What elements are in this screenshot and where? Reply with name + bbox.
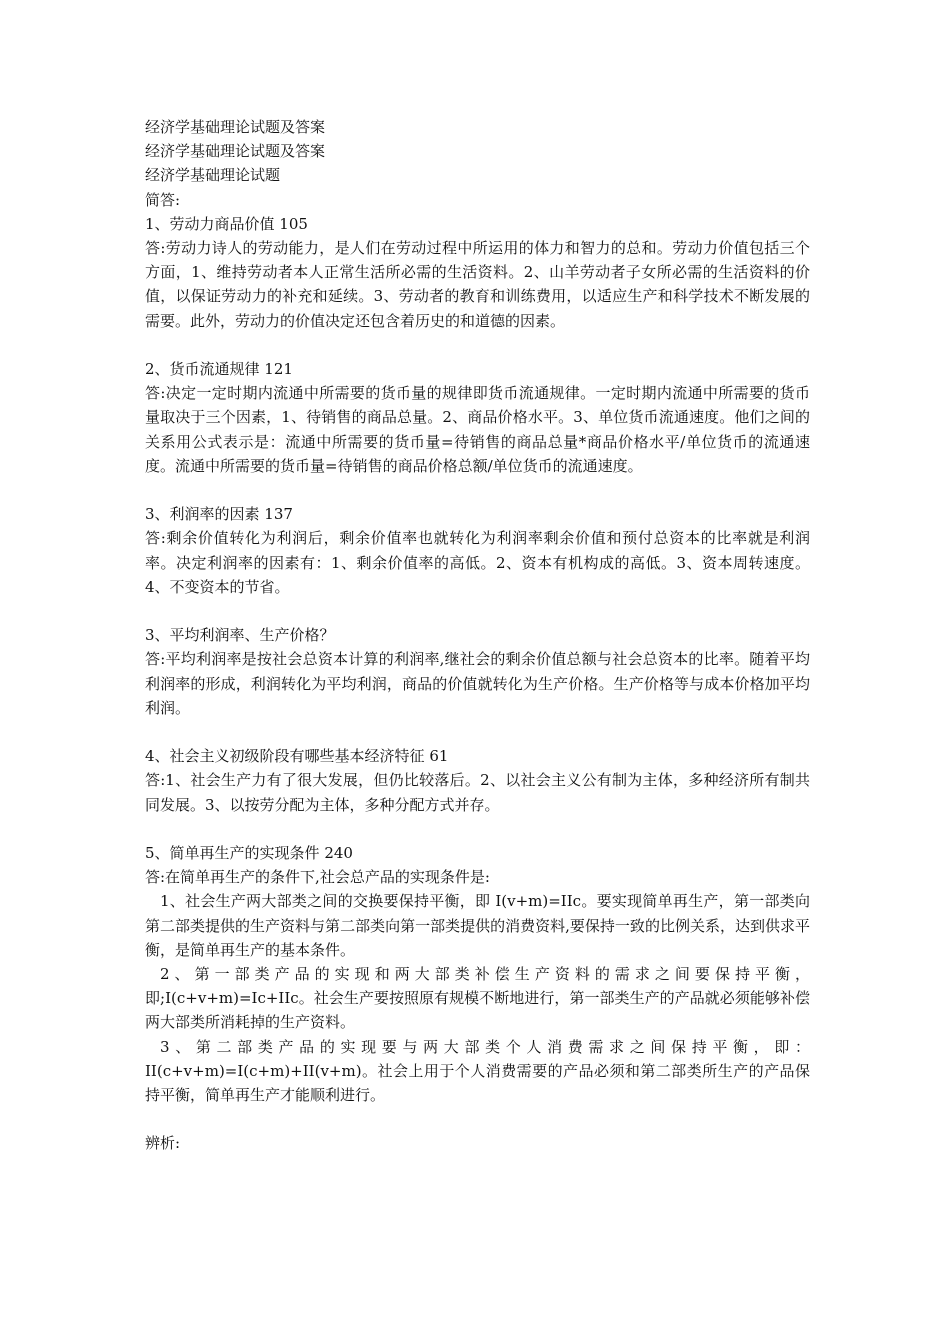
question-heading: 4、社会主义初级阶段有哪些基本经济特征 61: [145, 747, 449, 766]
answer-paragraph: 答:决定一定时期内流通中所需要的货币量的规律即货币流通规律。一定时期内流通中所需要的货币量取决于三个因素，1、待销售的商品总量。2、商品价格水平。3、单位货币流通速度。他们之间的关系用公式表示是：流通中所需要的货币量=待销售的商品总量*商品价格水平/单位货币的流通速度。流通中所需要的货币量=待销售的商品价格总额/单位货币的流通速度。: [145, 384, 810, 475]
doc-title: 经济学基础理论试题及答案: [145, 118, 326, 136]
answer-intro: 答:在简单再生产的条件下,社会总产品的实现条件是:: [145, 868, 490, 887]
answer-paragraph: 答:劳动力诗人的劳动能力，是人们在劳动过程中所运用的体力和智力的总和。劳动力价值包括三个方面，1、维持劳动者本人正常生活所必需的生活资料。2、山羊劳动者子女所必需的生活资料的价值，以保证劳动力的补充和延续。3、劳动者的教育和训练费用，以适应生产和科学技术不断发展的需要。此外，劳动力的价值决定还包含着历史的和道德的因素。: [145, 239, 810, 330]
answer-point: 2、第一部类产品的实现和两大部类补偿生产资料的需求之间要保持平衡，即;I(c+v+m)=Ic+IIc。社会生产要按照原有规模不断地进行，第一部类生产的产品就必须能够补偿两大部类所消耗掉的生产资料。: [145, 965, 810, 1032]
spacer: [145, 478, 810, 502]
section-label-analysis: 辨析:: [145, 1134, 181, 1153]
document-page: [145, 115, 810, 1156]
question-heading: 3、利润率的因素 137: [145, 505, 293, 524]
spacer: [145, 817, 810, 841]
answer-paragraph: 答:1、社会生产力有了很大发展，但仍比较落后。2、以社会主义公有制为主体，多种经济所有制共同发展。3、以按劳分配为主体，多种分配方式并存。: [145, 771, 810, 814]
spacer: [145, 1107, 810, 1131]
answer-paragraph: 答:平均利润率是按社会总资本计算的利润率,继社会的剩余价值总额与社会总资本的比率。随着平均利润率的形成，利润转化为平均利润，商品的价值就转化为生产价格。生产价格等与成本价格加平均利润。: [145, 650, 810, 717]
spacer: [145, 599, 810, 623]
question-heading: 2、货币流通规律 121: [145, 360, 293, 379]
answer-point: 3、第二部类产品的实现要与两大部类个人消费需求之间保持平衡，即：II(c+v+m)=I(c+m)+II(v+m)。社会上用于个人消费需要的产品必须和第二部类所生产的产品保持平衡，简单再生产才能顺利进行。: [145, 1037, 810, 1105]
answer-point: 1、社会生产两大部类之间的交换要保持平衡，即 I(v+m)=IIc。要实现简单再生产，第一部类向第二部类提供的生产资料与第二部类向第一部类提供的消费资料,要保持一致的比例关系，达到供求平衡，是简单再生产的基本条件。: [145, 892, 810, 959]
section-label-short-answer: 简答:: [145, 190, 181, 209]
doc-subtitle: 经济学基础理论试题: [145, 166, 281, 185]
spacer: [145, 720, 810, 744]
question-heading: 3、平均利润率、生产价格？: [145, 626, 335, 645]
answer-paragraph: 答:剩余价值转化为利润后，剩余价值率也就转化为利润率剩余价值和预付总资本的比率就是利润率。决定利润率的因素有：1、剩余价值率的高低。2、资本有机构成的高低。3、资本周转速度。4、不变资本的节省。: [145, 529, 810, 596]
spacer: [145, 333, 810, 357]
question-heading: 1、劳动力商品价值 105: [145, 214, 308, 233]
question-heading: 5、简单再生产的实现条件 240: [145, 844, 353, 863]
doc-title-repeat: 经济学基础理论试题及答案: [145, 142, 326, 161]
